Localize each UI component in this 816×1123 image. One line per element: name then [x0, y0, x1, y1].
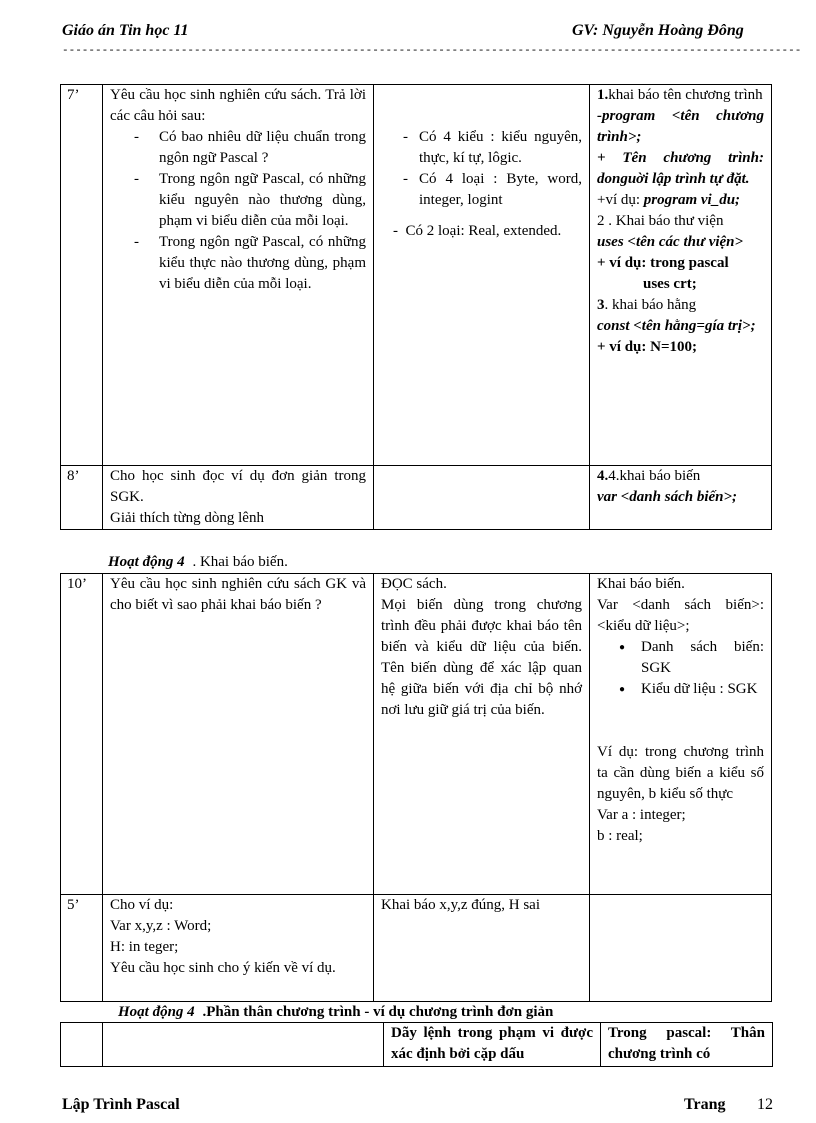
content-cell: 4.4.khai báo biến var <danh sách biến>; — [590, 466, 772, 530]
table-row — [61, 85, 772, 466]
time-cell: 10’ — [61, 574, 103, 895]
time-cell: 5’ — [61, 895, 103, 1002]
time-cell — [61, 1023, 103, 1067]
content-cell: Khai báo biến. Var <danh sách biến>:<kiểu dữ liệu>; ● Danh sách biến: SGK ● Kiểu dữ liệu : SGK Ví dụ: trong chương trình ta cần dùng biến a kiểu số nguyên, b kiểu số thực Var a : integer; b : real; — [590, 574, 772, 895]
header-rule: ---------------------------------------------------------------------------------------------------------------- — [62, 45, 802, 57]
section-heading: Hoạt động 4 . Khai báo biến. — [108, 554, 288, 570]
teacher-cell: Cho ví dụ: Var x,y,z : Word; H: in teger; Yêu cầu học sinh cho ý kiến về ví dụ. — [103, 895, 374, 1002]
teacher-cell: Yêu cầu học sinh nghiên cứu sách GK và cho biết vì sao phải khai báo biến ? — [103, 574, 374, 895]
section-heading: Hoạt động 4 .Phần thân chương trình - ví dụ chương trình đơn giản — [118, 1004, 554, 1020]
time-cell: 7’ — [61, 85, 103, 466]
table-row — [61, 574, 772, 895]
lesson-table-2 — [60, 573, 772, 1002]
table-row — [61, 1023, 773, 1067]
table-row — [61, 466, 772, 530]
list-item: - Trong ngôn ngữ Pascal, có những kiểu thực nào thương dùng, phạm vi biểu diễn của mỗi loại. — [110, 232, 366, 295]
teacher-cell: Cho học sinh đọc ví dụ đơn giản trong SGK. Giải thích từng dòng lênh — [103, 466, 374, 530]
teacher-cell — [103, 85, 374, 466]
footer-page-number: 12 — [757, 1096, 773, 1113]
list-item: ● Danh sách biến: SGK — [597, 637, 764, 679]
content-cell — [590, 895, 772, 1002]
list-item: - Có 4 kiểu : kiểu nguyên, thực, kí tự, lôgic. — [393, 127, 582, 169]
table-row — [61, 895, 772, 1002]
student-cell — [374, 85, 590, 466]
answer-extra: - Có 2 loại: Real, extended. — [393, 223, 562, 239]
footer-page-label: Trang — [684, 1096, 726, 1113]
list-item: - Trong ngôn ngữ Pascal, có những kiểu nguyên nào thương dùng, phạm vi biểu diễn của mỗi loại. — [110, 169, 366, 232]
header-title: Giáo án Tin học 11 — [62, 22, 189, 39]
content-cell: 1.khai báo tên chương trình -program <tên chương trình>; + Tên chương trình: donguời lập trình tự đặt. +ví dụ: program vi_du; 2 . Khai báo thư viện uses <tên các thư viện> + ví dụ: trong pascal uses crt; 3. khai báo hằng const <tên hằng=gía trị>; + ví dụ: N=100; — [590, 85, 772, 466]
content-cell: Trong pascal: Thân chương trình có — [601, 1023, 773, 1067]
list-item: - Có 4 loại : Byte, word, integer, logint — [393, 169, 582, 211]
lesson-table-1 — [60, 84, 772, 530]
student-cell: ĐỌC sách. Mọi biến dùng trong chương trình đều phải được khai báo tên biến và kiểu dữ liệu của biến. Tên biến dùng để xác lập quan hệ giữa biến với địa chỉ bộ nhớ nơi lưu giữ giá trị của biến. — [374, 574, 590, 895]
list-item: ● Kiểu dữ liệu : SGK — [597, 679, 764, 700]
time-cell: 8’ — [61, 466, 103, 530]
list-item: - Có bao nhiêu dữ liệu chuẩn trong ngôn ngữ Pascal ? — [110, 127, 366, 169]
student-cell: Dãy lệnh trong phạm vi được xác định bởi cặp dấu — [384, 1023, 601, 1067]
bullet-list — [597, 637, 764, 700]
question-list — [110, 127, 366, 295]
student-cell: Khai báo x,y,z đúng, H sai — [374, 895, 590, 1002]
lesson-table-3 — [60, 1022, 773, 1067]
teacher-cell — [103, 1023, 384, 1067]
teacher-intro: Yêu cầu học sinh nghiên cứu sách. Trả lời các câu hỏi sau: — [110, 87, 366, 124]
footer-title: Lập Trình Pascal — [62, 1096, 180, 1113]
answer-list — [393, 127, 582, 211]
header-teacher: GV: Nguyễn Hoàng Đông — [572, 22, 744, 39]
student-cell — [374, 466, 590, 530]
